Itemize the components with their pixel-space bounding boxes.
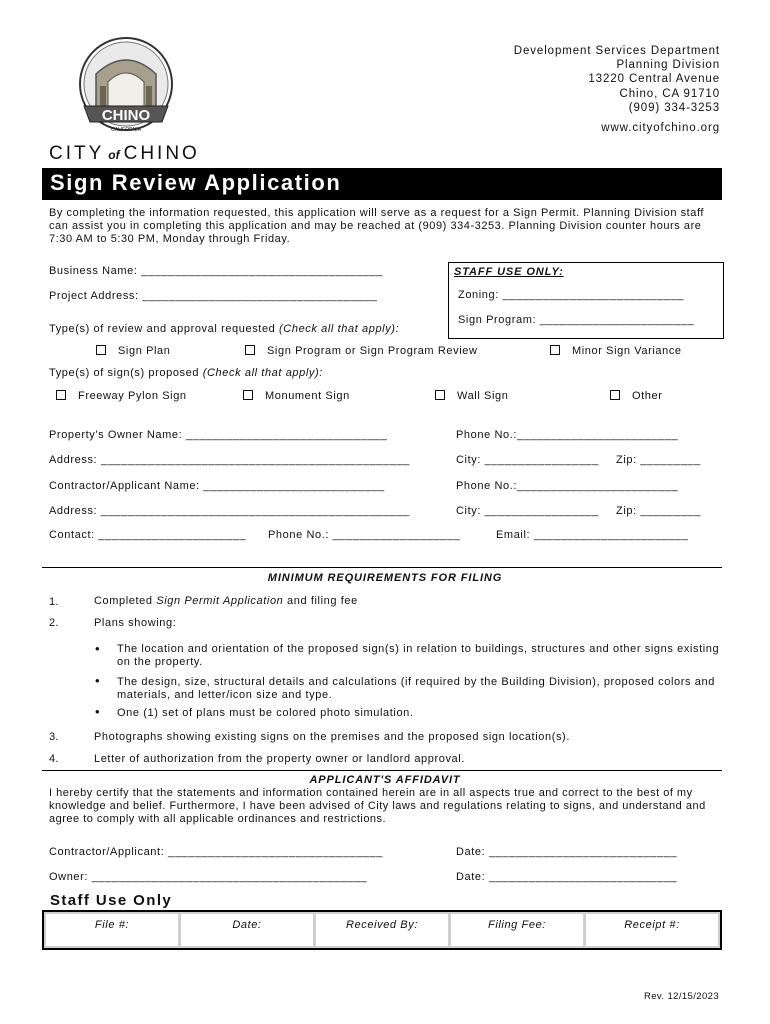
list-number: 4. — [49, 753, 59, 765]
phone-number: (909) 334-3253 — [628, 101, 720, 114]
owner-address-field[interactable]: Address: ______________________________________________ — [49, 454, 410, 466]
staff-receipt-number: Receipt #: — [586, 914, 718, 946]
checkbox-wall-sign[interactable] — [435, 390, 508, 402]
bullet-item: One (1) set of plans must be colored photo simulation. — [117, 707, 414, 719]
affidavit-heading: APPLICANT'S AFFIDAVIT — [309, 774, 461, 786]
checkbox-minor-variance[interactable] — [550, 345, 682, 357]
requirement-3: Photographs showing existing signs on the premises and the proposed sign location(s). — [94, 731, 570, 743]
bullet-item: The design, size, structural details and calculations (if required by the Building Division), proposed colors and materials, and letter/icon size and type. — [117, 676, 715, 701]
owner-zip-field[interactable]: Zip: _________ — [616, 454, 701, 466]
contact-field[interactable]: Contact: ______________________ — [49, 529, 247, 541]
contact-email-field[interactable]: Email: _______________________ — [496, 529, 689, 541]
logo-subtext: CALIFORNIA — [110, 127, 142, 133]
checkbox-label: Sign Plan — [118, 345, 171, 357]
checkbox-icon[interactable] — [245, 345, 255, 355]
division-name: Planning Division — [616, 59, 720, 72]
list-number: 3. — [49, 731, 59, 743]
checkbox-other[interactable] — [610, 390, 663, 402]
city-word: CITY — [49, 143, 105, 164]
staff-use-heading: Staff Use Only — [50, 892, 173, 909]
logo-text: CHINO — [101, 107, 151, 124]
project-address-field[interactable]: Project Address: ___________________________________ — [49, 290, 378, 302]
checkbox-sign-plan[interactable] — [96, 345, 171, 357]
sign-types-label — [49, 367, 323, 379]
bullet-icon: • — [95, 673, 100, 688]
owner-phone-field[interactable]: Phone No.:________________________ — [456, 429, 679, 441]
website-link[interactable]: www.cityofchino.org — [601, 122, 720, 135]
req-text: and filing fee — [283, 595, 358, 607]
applicant-address-field[interactable]: Address: ______________________________________________ — [49, 505, 410, 517]
applicant-name-field[interactable]: Contractor/Applicant Name: ___________________________ — [49, 480, 385, 492]
checkbox-icon[interactable] — [435, 390, 445, 400]
requirement-1 — [94, 595, 358, 607]
review-types-text: Type(s) of review and approval requested — [49, 323, 280, 335]
city-state-zip: Chino, CA 91710 — [619, 87, 720, 100]
applicant-zip-field[interactable]: Zip: _________ — [616, 505, 701, 517]
contact-phone-field[interactable]: Phone No.: ___________________ — [268, 529, 461, 541]
sign-types-text: Type(s) of sign(s) proposed — [49, 367, 203, 379]
checkbox-label: Freeway Pylon Sign — [78, 390, 187, 402]
business-name-field[interactable]: Business Name: ____________________________________ — [49, 265, 383, 277]
applicant-date-field[interactable]: Date: ____________________________ — [456, 846, 678, 858]
applicant-phone-field[interactable]: Phone No.:________________________ — [456, 480, 679, 492]
bullet-icon: • — [95, 704, 100, 719]
requirement-4: Letter of authorization from the property owner or landlord approval. — [94, 753, 465, 765]
checkbox-sign-program[interactable] — [245, 345, 478, 357]
owner-signature-field[interactable]: Owner: _________________________________________ — [49, 871, 368, 883]
divider — [42, 567, 722, 568]
checkbox-label: Wall Sign — [457, 390, 509, 402]
owner-name-field[interactable]: Property's Owner Name: ______________________________ — [49, 429, 388, 441]
checkbox-icon[interactable] — [56, 390, 66, 400]
dept-name: Development Services Department — [513, 45, 720, 57]
applicant-signature-field[interactable]: Contractor/Applicant: ________________________________ — [49, 846, 383, 858]
review-types-label — [49, 323, 399, 335]
staff-received-by: Received By: — [316, 914, 448, 946]
applicant-city-field[interactable]: City: _________________ — [456, 505, 599, 517]
sign-types-hint: (Check all that apply): — [202, 367, 323, 379]
checkbox-label: Other — [632, 390, 663, 402]
page-title: Sign Review Application — [50, 170, 342, 195]
checkbox-label: Sign Program or Sign Program Review — [267, 345, 478, 357]
zoning-field[interactable]: Zoning: ___________________________ — [458, 289, 684, 301]
requirement-2: Plans showing: — [94, 617, 177, 629]
req-text-italic: Sign Permit Application — [156, 595, 284, 607]
sign-program-field[interactable]: Sign Program: _______________________ — [458, 314, 695, 326]
review-types-hint: (Check all that apply): — [279, 323, 400, 335]
checkbox-icon[interactable] — [96, 345, 106, 355]
bullet-item: The location and orientation of the proposed sign(s) in relation to buildings, structures and other signs existing on the property. — [117, 643, 720, 668]
street-address: 13220 Central Avenue — [588, 73, 720, 86]
staff-date: Date: — [181, 914, 313, 946]
checkbox-freeway-pylon[interactable] — [56, 390, 187, 402]
city-name — [49, 143, 200, 165]
checkbox-monument[interactable] — [243, 390, 350, 402]
revision-date: Rev. 12/15/2023 — [643, 991, 719, 1002]
staff-use-table — [42, 910, 722, 950]
checkbox-label: Monument Sign — [265, 390, 350, 402]
staff-filing-fee: Filing Fee: — [451, 914, 583, 946]
city-seal-logo — [74, 36, 178, 140]
list-number: 1. — [49, 596, 59, 608]
owner-date-field[interactable]: Date: ____________________________ — [456, 871, 678, 883]
owner-city-field[interactable]: City: _________________ — [456, 454, 599, 466]
checkbox-icon[interactable] — [550, 345, 560, 355]
list-number: 2. — [49, 617, 59, 629]
req-text: Completed — [94, 595, 157, 607]
checkbox-label: Minor Sign Variance — [572, 345, 682, 357]
divider — [42, 770, 722, 771]
intro-text: By completing the information requested, this application will serve as a request for a Sign Permit. Planning Division staff can assist you in completing this application and may be reached at (909) 334-3253. Planning Division counter hours are 7:30 AM to 5:30 PM, Monday through Friday. — [49, 207, 704, 245]
checkbox-icon[interactable] — [610, 390, 620, 400]
staff-use-header: STAFF USE ONLY: — [454, 266, 564, 278]
city-word-chino: CHINO — [123, 143, 200, 164]
staff-file-number: File #: — [46, 914, 178, 946]
affidavit-text: I hereby certify that the statements and information contained herein are in all aspects true and correct to the best of my knowledge and belief. Furthermore, I have been advised of City laws and regulations relating to signs, and understand and agree to comply with all applicable ordinances and restrictions. — [49, 787, 706, 825]
department-address — [514, 44, 720, 135]
requirements-heading: MINIMUM REQUIREMENTS FOR FILING — [267, 572, 503, 584]
city-of: of — [108, 148, 120, 162]
checkbox-icon[interactable] — [243, 390, 253, 400]
title-bar — [42, 168, 722, 200]
bullet-icon: • — [95, 641, 100, 656]
